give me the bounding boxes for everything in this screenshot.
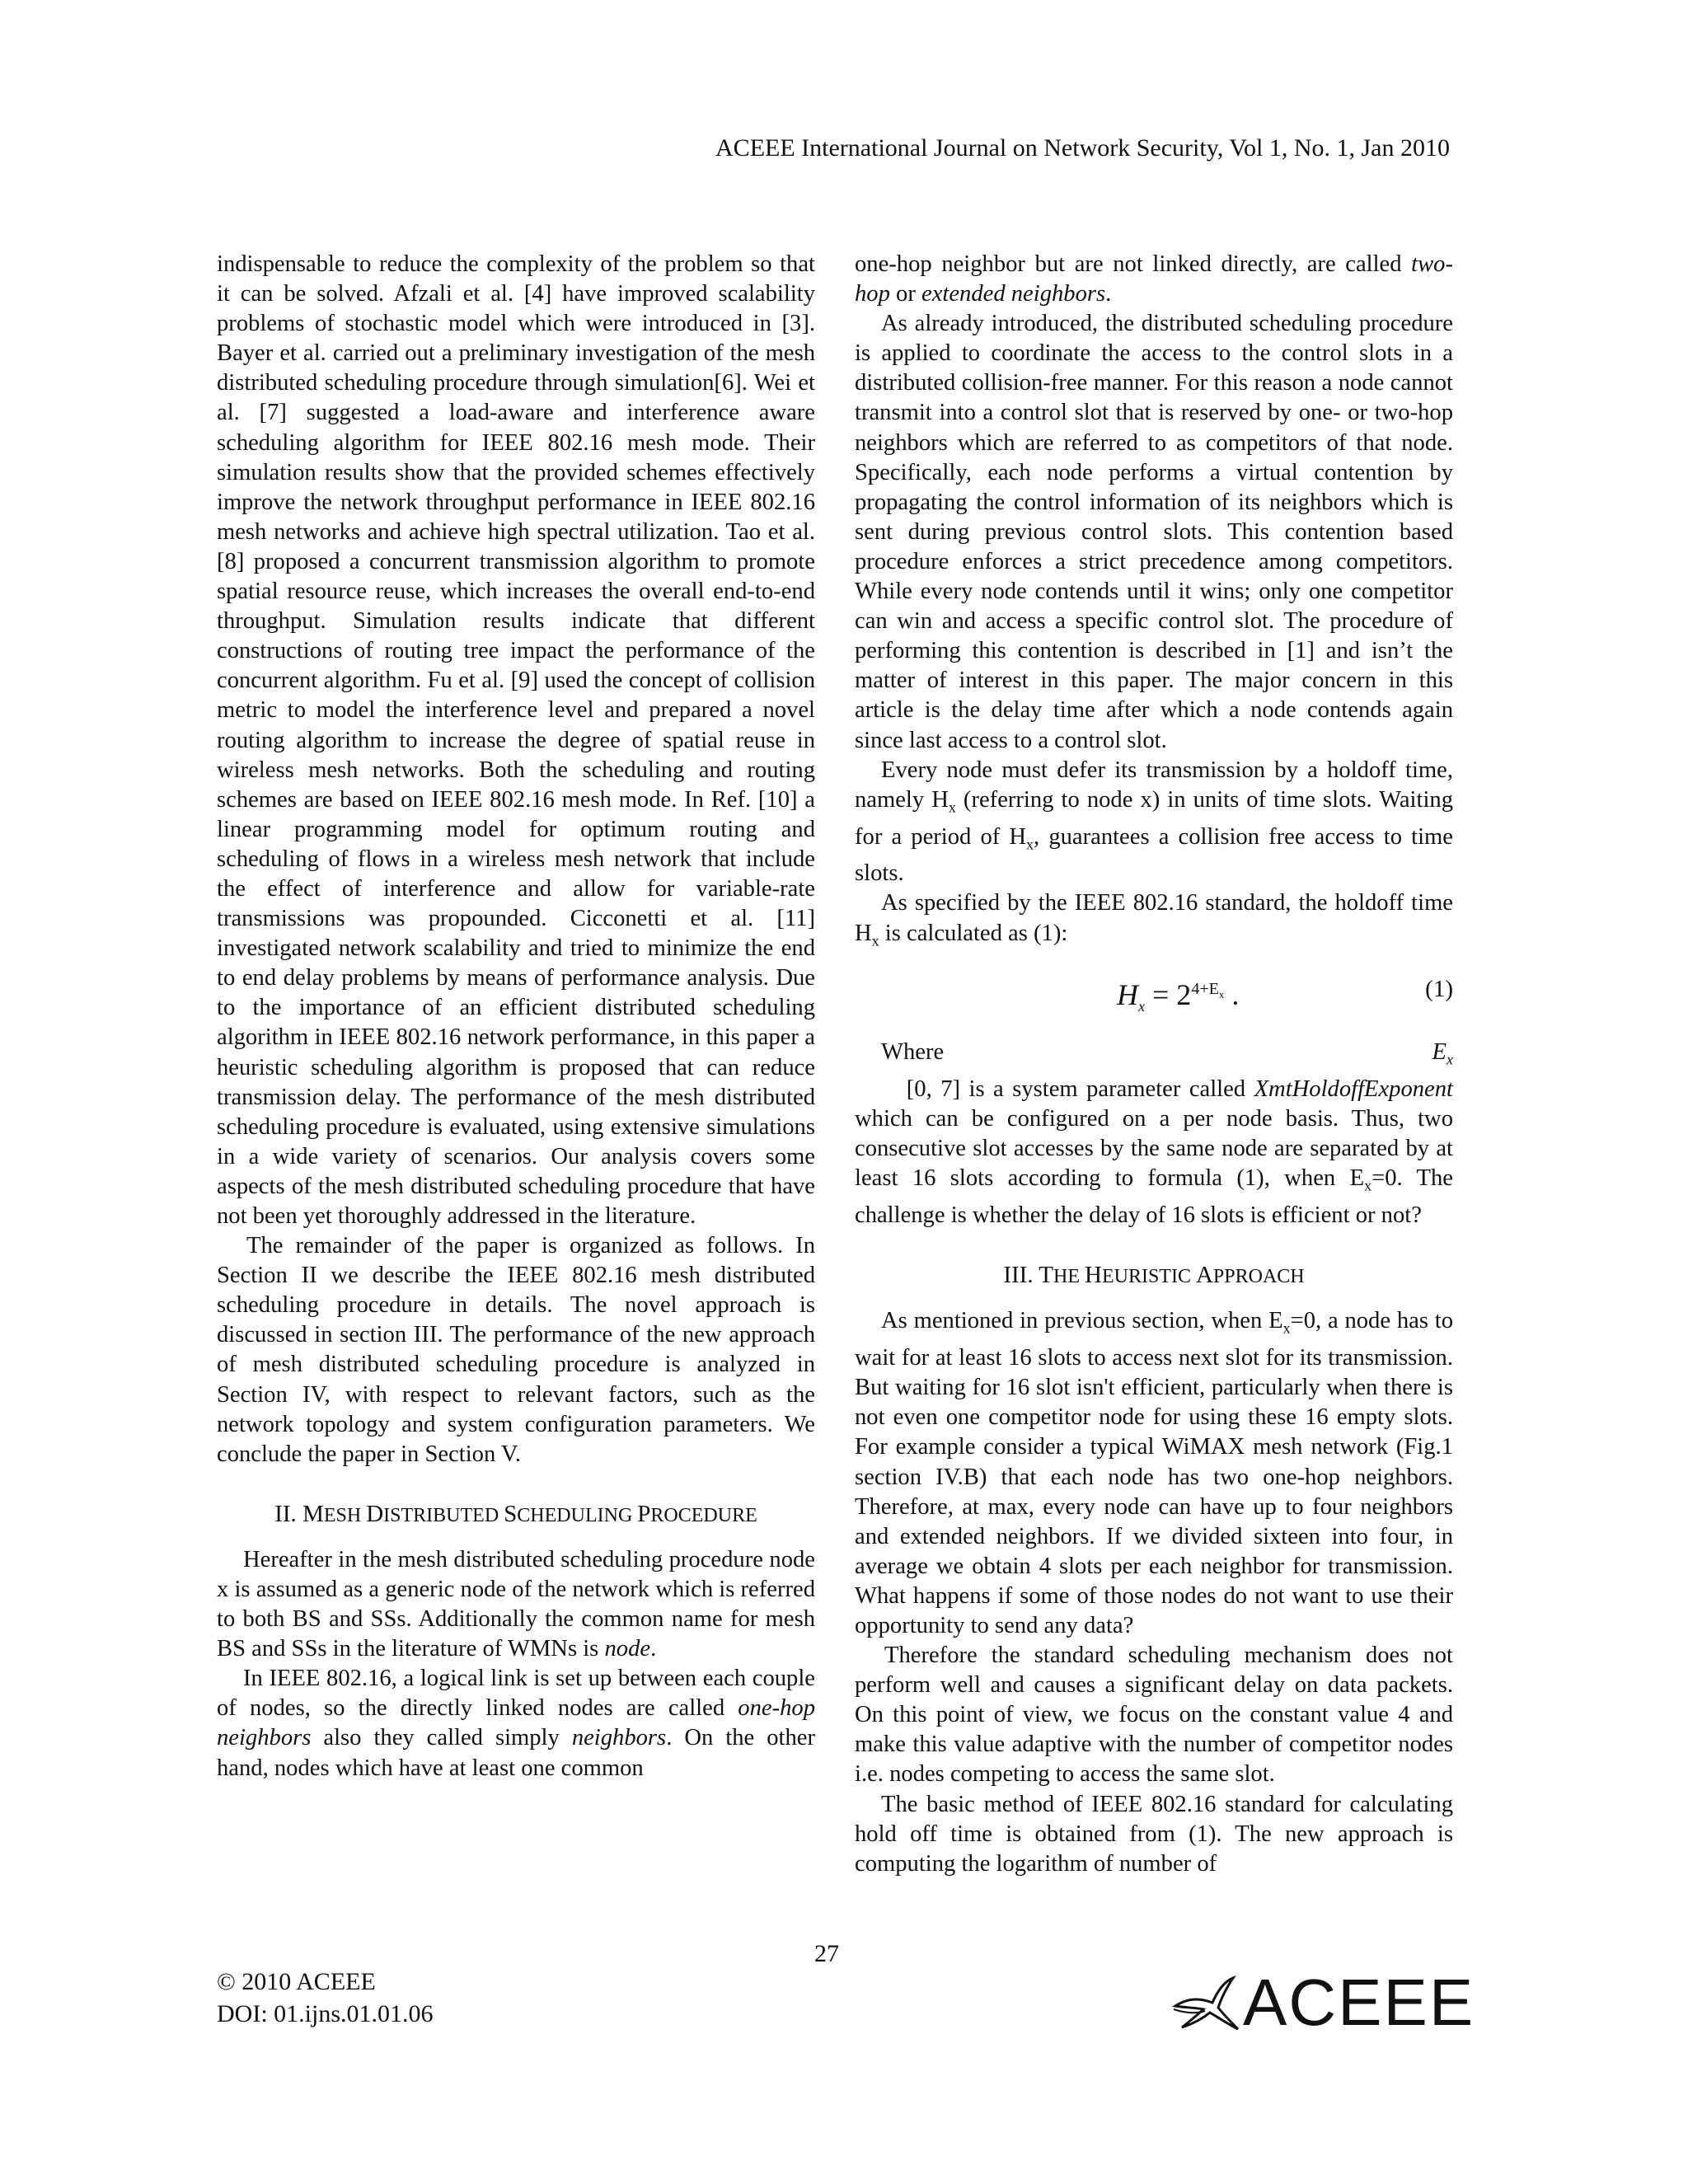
section-heading: III. THE HEURISTIC APPROACH <box>1003 1262 1305 1289</box>
paragraph: In IEEE 802.16, a logical link is set up between each couple of nodes, so the directly linked nodes are called one-hop neighbors also they called simply neighbors. On the other hand, nodes which have at least one common <box>217 1666 815 1781</box>
paragraph: The basic method of IEEE 802.16 standard for calculating hold off time is obtained from (1). The new approach is computing the logarithm of number of <box>855 1791 1453 1877</box>
equation-expression: $H_x = 2^{4+E_x}$ . <box>1117 978 1240 1015</box>
paragraph: Hereafter in the mesh distributed scheduling procedure node x is assumed as a generic node of the network which is referred to both BS and SSs. Additionally the common name for mesh BS and SSs in the literature of WMNs is node. <box>217 1546 815 1662</box>
page-number: 27 <box>814 1940 839 1967</box>
paragraph: As mentioned in previous section, when $E_x=0$, a node has to wait for at least 16 slots to access next slot for its transmission. But waiting for 16 slot isn't efficient, particularly when there is not even one competitor node for using these 16 empty slots. For example consider a typical WiMAX mesh network (Fig.1 section IV.B) that each node has two one-hop neighbors. Therefore, at max, every node can have up to four neighbors and extended neighbors. If we divided sixteen into four, in average we obtain 4 slots per each neighbor for transmission. What happens if some of those nodes do not want to use their opportunity to send any data? <box>855 1308 1454 1638</box>
paragraph: As already introduced, the distributed scheduling procedure is applied to coordinate the access to the control slots in a distributed collision-free manner. For this reason a node cannot transmit into a control slot that is reserved by one- or two-hop neighbors which are referred to as competitors of that node. Specifically, each node performs a virtual contention by propagating the control information of its neighbors which is sent during previous control slots. This contention based procedure enforces a strict precedence among competitors. While every node contends until it wins; only one competitor can win and access a specific control slot. The procedure of performing this contention is described in [1] and isn’t the matter of interest in this paper. The major concern in this article is the delay time after which a node contends again since last access to a control slot. <box>855 311 1453 753</box>
right-column <box>855 250 1453 1879</box>
running-head: ACEEE International Journal on Network Security, Vol 1, No. 1, Jan 2010 <box>715 134 1450 162</box>
paragraph: one-hop neighbor but are not linked directly, are called two-hop or extended neighbors. <box>855 251 1453 307</box>
logo-text: ACEEE <box>1243 1966 1475 2039</box>
doi-text: DOI: 01.ijns.01.01.06 <box>217 2000 434 2027</box>
paragraph: indispensable to reduce the complexity of the problem so that it can be solved. Afzali et al. [4] have improved scalability problems of stochastic model which were introduced in [3]. Bayer et al. carried out a preliminary investigation of the mesh distributed scheduling procedure through simulation[6]. Wei et al. [7] suggested a load-aware and interference aware scheduling algorithm for IEEE 802.16 mesh mode. Their simulation results show that the provided schemes effectively improve the network throughput performance in IEEE 802.16 mesh networks and achieve high spectral utilization. Tao et al. [8] proposed a concurrent transmission algorithm to promote spatial resource reuse, which increases the overall end-to-end throughput. Simulation results indicate that different constructions of routing tree impact the performance of the concurrent algorithm. Fu et al. [9] used the concept of collision metric to model the interference level and prepared a novel routing algorithm to increase the degree of spatial reuse in wireless mesh networks. Both the scheduling and routing schemes are based on IEEE 802.16 mesh mode. In Ref. [10] a linear programming model for optimum routing and scheduling of flows in a wireless mesh network that include the effect of interference and allow for variable-rate transmissions was propounded. Cicconetti et al. [11] investigated network scalability and tried to minimize the end to end delay problems by means of performance analysis. Due to the importance of an efficient distributed scheduling algorithm in IEEE 802.16 network performance, in this paper a heuristic scheduling algorithm is proposed that can reduce transmission delay. The performance of the mesh distributed scheduling procedure is evaluated, using extensive simulations in a wide variety of scenarios. Our analysis covers some aspects of the mesh distributed scheduling procedure that have not been yet thoroughly addressed in the literature. <box>217 251 815 1229</box>
paragraph: Therefore the standard scheduling mechanism does not perform well and causes a significant delay on data packets. On this point of view, we focus on the constant value 4 and make this value adaptive with the number of competitor nodes i.e. nodes competing to access the same slot. <box>855 1643 1453 1788</box>
footer <box>217 1966 434 2030</box>
section-heading: II. MESH DISTRIBUTED SCHEDULING PROCEDURE <box>274 1500 757 1527</box>
paragraph: Every node must defer its transmission by a holdoff time, namely $H_x$ (referring to node x) in units of time slots. Waiting for a period of $H_x$, guarantees a collision free access to time slots. <box>855 757 1453 887</box>
paragraph: The remainder of the paper is organized as follows. In Section II we describe the IEEE 802.16 mesh distributed scheduling procedure in details. The novel approach is discussed in section III. The performance of the new approach of mesh distributed scheduling procedure is analyzed in Section IV, with respect to relevant factors, such as the network topology and system configuration parameters. We conclude the paper in Section V. <box>217 1233 815 1467</box>
equation-1 <box>855 965 1453 1013</box>
equation-number: (1) <box>1425 976 1453 1003</box>
paragraph: Where $E_x$ [0, 7] is a system parameter called XmtHoldoffExponent which can be configured on a per node basis. Thus, two consecutive slot accesses by the same node are separated by at least 16 slots according to formula (1), when $E_x=0$. The challenge is whether the delay of 16 slots is efficient or not? <box>855 1039 1453 1229</box>
paragraph: As specified by the IEEE 802.16 standard, the holdoff time $H_x$ is calculated as (1): <box>855 890 1453 949</box>
aceee-logo <box>1167 1966 1475 2039</box>
copyright-text: © 2010 ACEEE <box>217 1968 376 1995</box>
star-swirl-icon <box>1167 1973 1241 2032</box>
left-column <box>217 250 815 1783</box>
